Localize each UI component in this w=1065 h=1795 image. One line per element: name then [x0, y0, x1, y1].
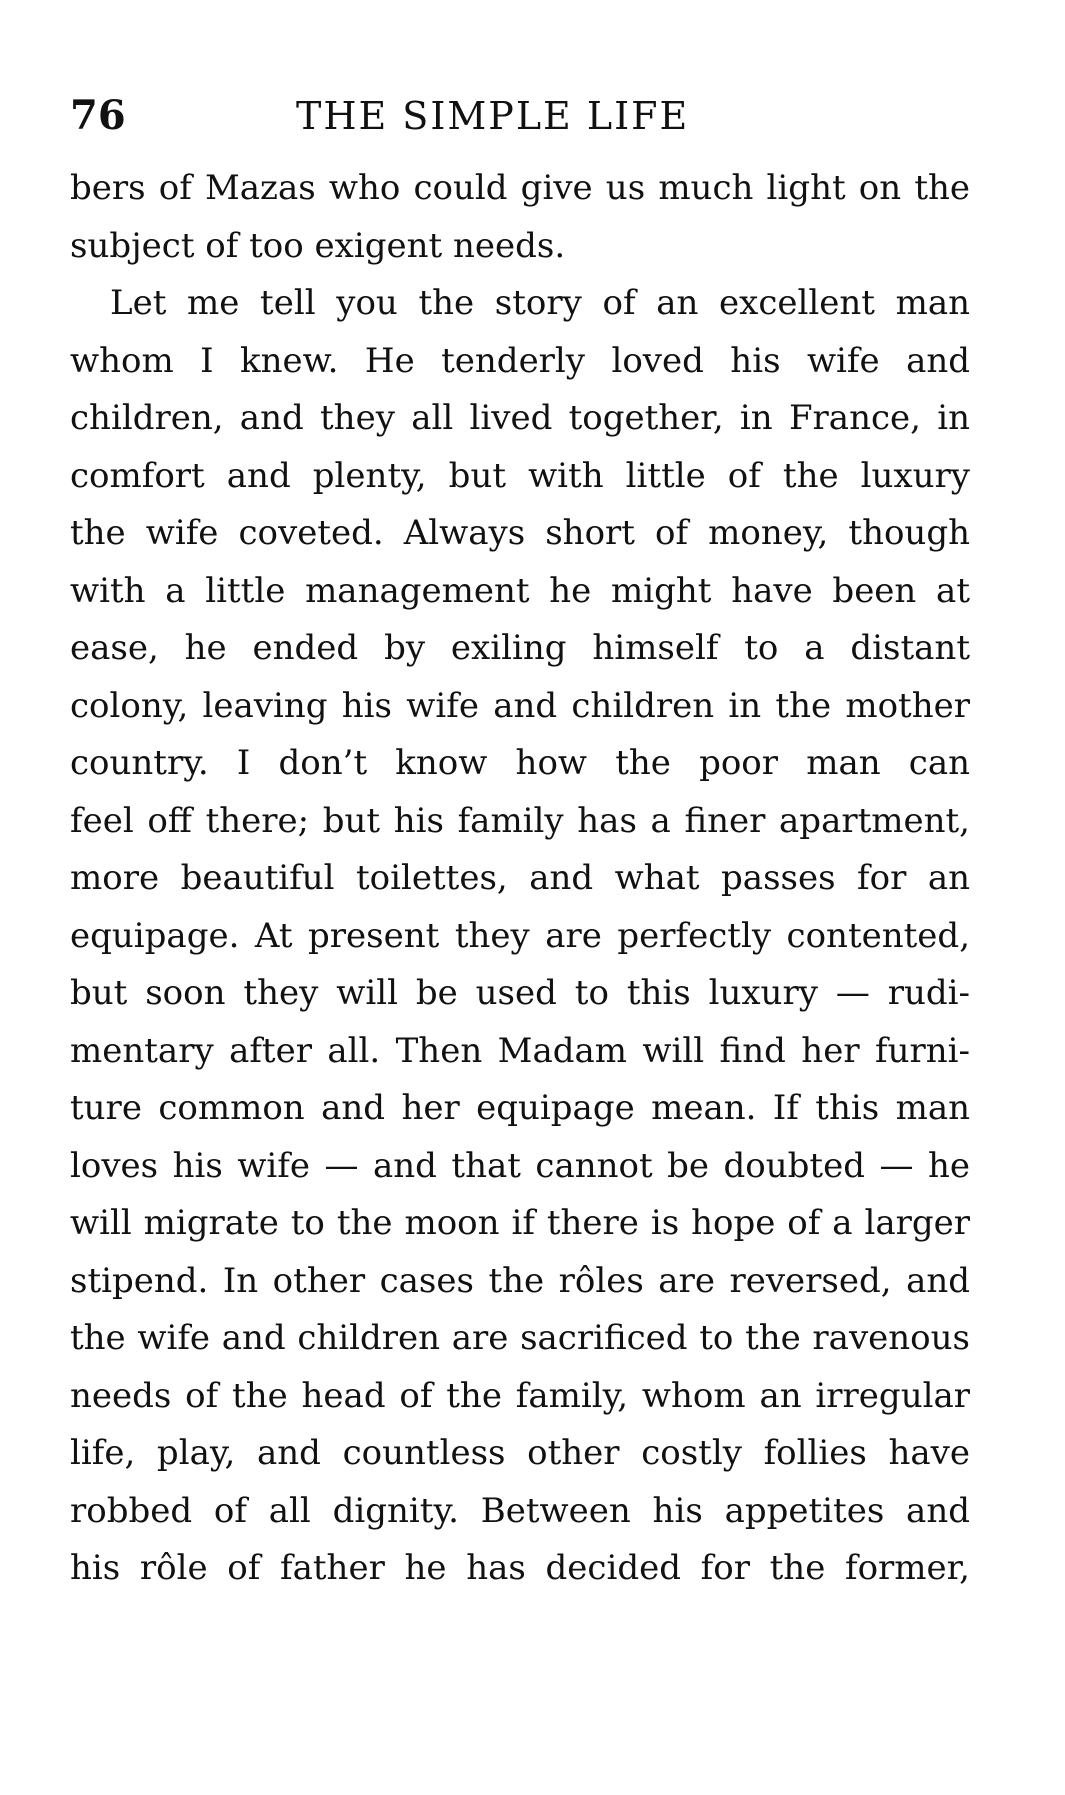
text-line: children, and they all lived together, in France, in [70, 398, 970, 438]
text-line: the wife coveted. Always short of money, though [70, 513, 970, 553]
page-number: 76 [70, 92, 126, 139]
text-line: bers of Mazas who could give us much light on the [70, 168, 970, 208]
text-line: with a little management he might have been at [70, 570, 970, 611]
text-line: his rôle of father he has decided for the former, [70, 1548, 970, 1588]
text-line: ease, he ended by exiling himself to a distant [70, 628, 970, 668]
text-line: Let me tell you the story of an excellent man [110, 283, 970, 323]
text-line: whom I knew. He tenderly loved his wife and [70, 340, 970, 381]
text-line: but soon they will be used to this luxury — rudi- [70, 973, 970, 1013]
text-line: the wife and children are sacrificed to the ravenous [70, 1318, 970, 1358]
text-line: more beautiful toilettes, and what passes for an [70, 858, 970, 898]
running-title: THE SIMPLE LIFE [296, 94, 690, 138]
text-line: robbed of all dignity. Between his appetites and [70, 1490, 970, 1531]
text-line: stipend. In other cases the rôles are reversed, and [70, 1260, 970, 1301]
text-line: mentary after all. Then Madam will find her furni- [70, 1030, 970, 1071]
text-line: country. I don’t know how the poor man can [70, 743, 970, 783]
text-line: life, play, and countless other costly follies have [70, 1433, 970, 1473]
page-header [70, 86, 970, 146]
text-line: subject of too exigent needs. [70, 225, 566, 266]
text-line: equipage. At present they are perfectly contented, [70, 915, 970, 956]
text-line: feel off there; but his family has a finer apartment, [70, 800, 970, 841]
text-line: loves his wife — and that cannot be doubted — he [70, 1145, 970, 1186]
text-line: ture common and her equipage mean. If this man [70, 1088, 970, 1128]
text-line: comfort and plenty, but with little of the luxury [70, 455, 970, 496]
text-line: colony, leaving his wife and children in the mother [70, 685, 970, 726]
body-text [70, 160, 970, 1598]
text-line: will migrate to the moon if there is hope of a larger [70, 1203, 970, 1243]
text-line: needs of the head of the family, whom an irregular [70, 1375, 970, 1416]
